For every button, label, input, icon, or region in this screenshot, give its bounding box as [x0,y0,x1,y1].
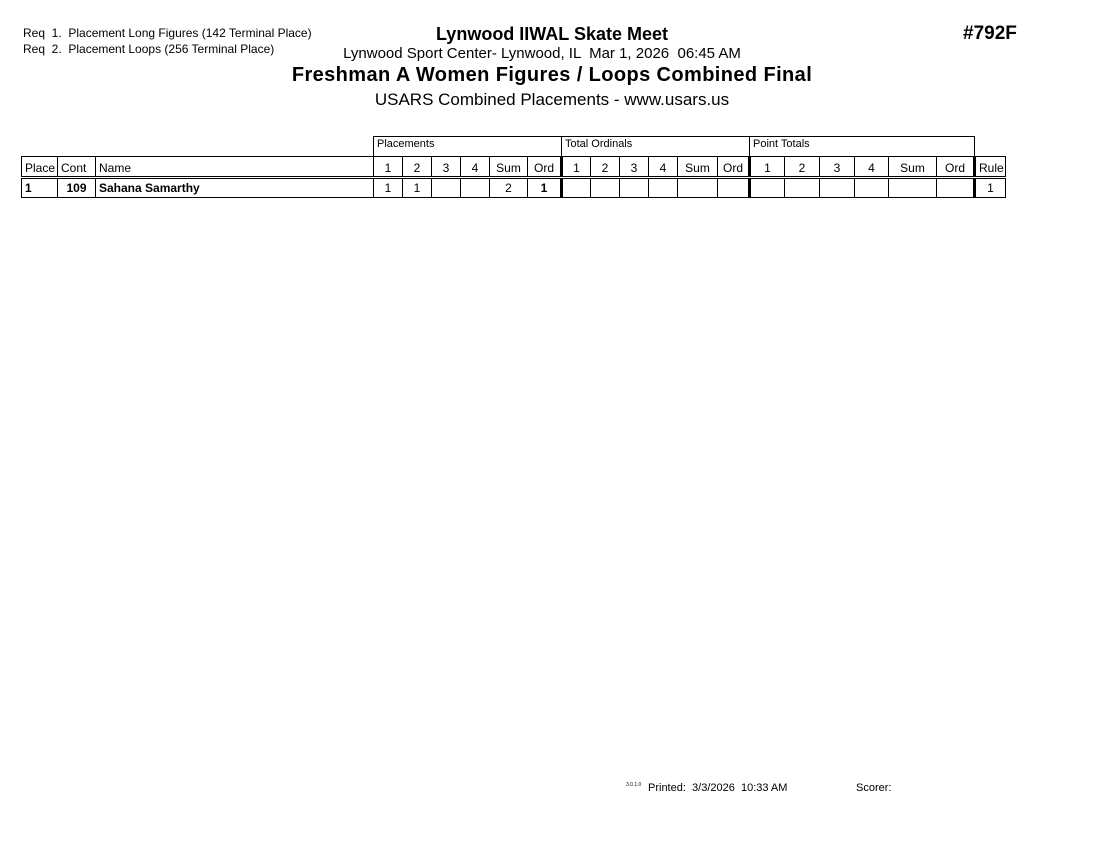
col-header: Ord [937,157,975,178]
col-header: 3 [620,157,649,178]
col-header: 3 [432,157,461,178]
point-totals-cell [937,178,975,198]
group-header-point-totals: Point Totals [749,136,975,156]
col-header: Ord [528,157,562,178]
group-header-right-border [974,136,975,157]
requirement-line: Req 1. Placement Long Figures (142 Terminal Place) [23,26,312,40]
col-header: Name [96,157,374,178]
col-header: Ord [718,157,750,178]
event-number: #792F [963,23,1017,44]
scorer-label: Scorer: [856,782,892,794]
col-header: Rule [975,157,1006,178]
point-totals-cell [820,178,855,198]
col-header: 4 [461,157,490,178]
meet-location-date: Lynwood Sport Center- Lynwood, IL Mar 1, 2026 06:45 AM [343,45,741,62]
event-subtitle: USARS Combined Placements - www.usars.us [374,90,730,109]
col-header: Sum [889,157,937,178]
col-header: Place [22,157,58,178]
name-cell: Sahana Samarthy [96,178,374,198]
version-tag: 3.0.1.0 [626,782,642,788]
col-header: Sum [678,157,718,178]
requirement-line: Req 2. Placement Loops (256 Terminal Place) [23,42,275,56]
rule-cell: 1 [975,178,1006,198]
header-row [22,157,1006,178]
event-title: Freshman A Women Figures / Loops Combined Final [291,64,813,86]
total-ordinals-cell [620,178,649,198]
placements-cell [432,178,461,198]
col-header: Cont [58,157,96,178]
point-totals-cell [889,178,937,198]
col-header: 2 [403,157,432,178]
results-table [21,156,1006,198]
total-ordinals-cell [591,178,620,198]
col-header: 2 [785,157,820,178]
group-header-total-ordinals: Total Ordinals [561,136,749,156]
point-totals-cell [855,178,889,198]
col-header: 4 [649,157,678,178]
placements-ord-cell: 1 [528,178,562,198]
placements-cell: 1 [403,178,432,198]
col-header: 3 [820,157,855,178]
total-ordinals-cell [649,178,678,198]
point-totals-cell [750,178,785,198]
cont-cell: 109 [58,178,96,198]
col-header: 1 [750,157,785,178]
placements-cell [461,178,490,198]
total-ordinals-cell [718,178,750,198]
table-row [22,178,1006,198]
col-header: 4 [855,157,889,178]
point-totals-cell [785,178,820,198]
group-header-placements: Placements [373,136,561,156]
printed-timestamp: Printed: 3/3/2026 10:33 AM [648,782,788,794]
col-header: 1 [374,157,403,178]
meet-title: Lynwood IIWAL Skate Meet [435,24,669,44]
col-header: Sum [490,157,528,178]
placements-sum-cell: 2 [490,178,528,198]
col-header: 2 [591,157,620,178]
place-cell: 1 [22,178,58,198]
total-ordinals-cell [678,178,718,198]
col-header: 1 [562,157,591,178]
total-ordinals-cell [562,178,591,198]
placements-cell: 1 [374,178,403,198]
